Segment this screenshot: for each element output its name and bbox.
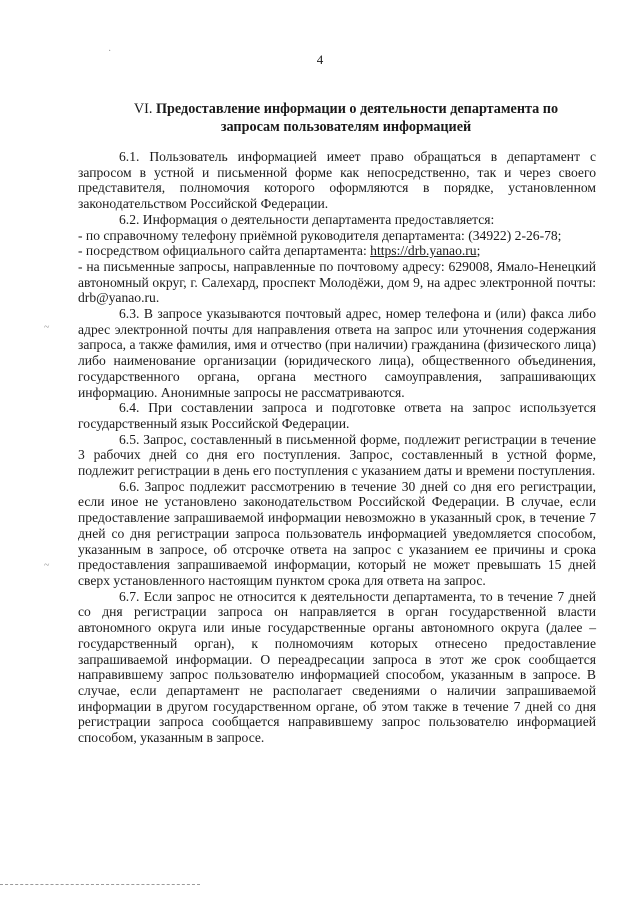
scan-speck: ~ [44, 560, 50, 571]
paragraph-6-1: 6.1. Пользователь информацией имеет право обращаться в департамент с запросом в устной и письменной форме как непосредственно, так и через своего представителя, полномочия которого оформляются в порядке, установленном законодательством Российской Федерации. [78, 149, 596, 212]
paragraph-6-4: 6.4. При составлении запроса и подготовке ответа на запрос используется государственный язык Российской Федерации. [78, 400, 596, 431]
scan-speck: ~ [44, 322, 50, 333]
paragraph-6-3: 6.3. В запросе указываются почтовый адрес, номер телефона и (или) факса либо адрес электронной почты для направления ответа на запрос или уточнения содержания запроса, а также фамилия, имя и отчество (при наличии) гражданина (физического лица) либо наименование организации (юридического лица), общественного объединения, государственного органа, органа местного самоуправления, запрашивающих информацию. Анонимные запросы не рассматриваются. [78, 306, 596, 400]
paragraph-6-2-website [78, 243, 596, 259]
paragraph-6-7: 6.7. Если запрос не относится к деятельности департамента, то в течение 7 дней со дня регистрации запроса он направляется в орган государственной власти автономного округа или иные государственные органы автономного округа (далее – государственный орган), к полномочиям которых отнесено предоставление запрашиваемой информации. О переадресации запроса в этот же срок сообщается направившему запрос пользователю информацией способом, указанным в запросе. В случае, если департамент не располагает сведениями о наличии запрашиваемой информации в другом государственном органе, об этом также в течение 7 дней со дня регистрации запроса сообщается направившему запрос пользователю информацией способом, указанным в запросе. [78, 588, 596, 746]
scan-speck: · [108, 46, 112, 57]
website-link[interactable]: https://drb.yanao.ru [370, 243, 477, 259]
section-number: VI. [133, 101, 153, 117]
page-number: 4 [316, 52, 324, 67]
paragraph-6-2: 6.2. Информация о деятельности департамента предоставляется: [119, 211, 495, 227]
section-title-line-2: запросам пользователям информацией [220, 119, 472, 135]
paragraph-6-2-phone: - по справочному телефону приёмной руководителя департамента: (34922) 2-26-78; [78, 227, 562, 243]
website-prefix: - посредством официального сайта департамента: [78, 243, 371, 259]
section-title [120, 100, 572, 136]
footer-divider [0, 884, 200, 885]
section-title-text-1: Предоставление информации о деятельности департамента по [156, 101, 559, 117]
paragraph-6-6: 6.6. Запрос подлежит рассмотрению в течение 30 дней со дня его регистрации, если иное не установлено законодательством Российской Федерации. В случае, если предоставление запрашиваемой информации невозможно в указанный срок, в течение 7 дней со дня регистрации запроса пользователь информацией уведомляется способом, указанным в запросе, об отсрочке ответа на запрос с указанием ее причины и срока предоставления запрашиваемой информации, который не может превышать 15 дней сверх установленного настоящим пунктом срока для ответа на запрос. [78, 478, 596, 588]
document-body [78, 149, 596, 746]
section-title-line-1 [120, 100, 572, 118]
paragraph-6-2-mail: - на письменные запросы, направленные по почтовому адресу: 629008, Ямало-Ненецкий автономный округ, г. Салехард, проспект Молодёжи, дом 9, на адрес электронной почты: drb@yanao.ru. [78, 258, 596, 306]
paragraph-6-5: 6.5. Запрос, составленный в письменной форме, подлежит регистрации в течение 3 рабочих дней со дня его поступления. Запрос, составленный в устной форме, подлежит регистрации в день его поступления с указанием даты и времени поступления. [78, 431, 596, 479]
website-suffix: ; [476, 243, 481, 259]
